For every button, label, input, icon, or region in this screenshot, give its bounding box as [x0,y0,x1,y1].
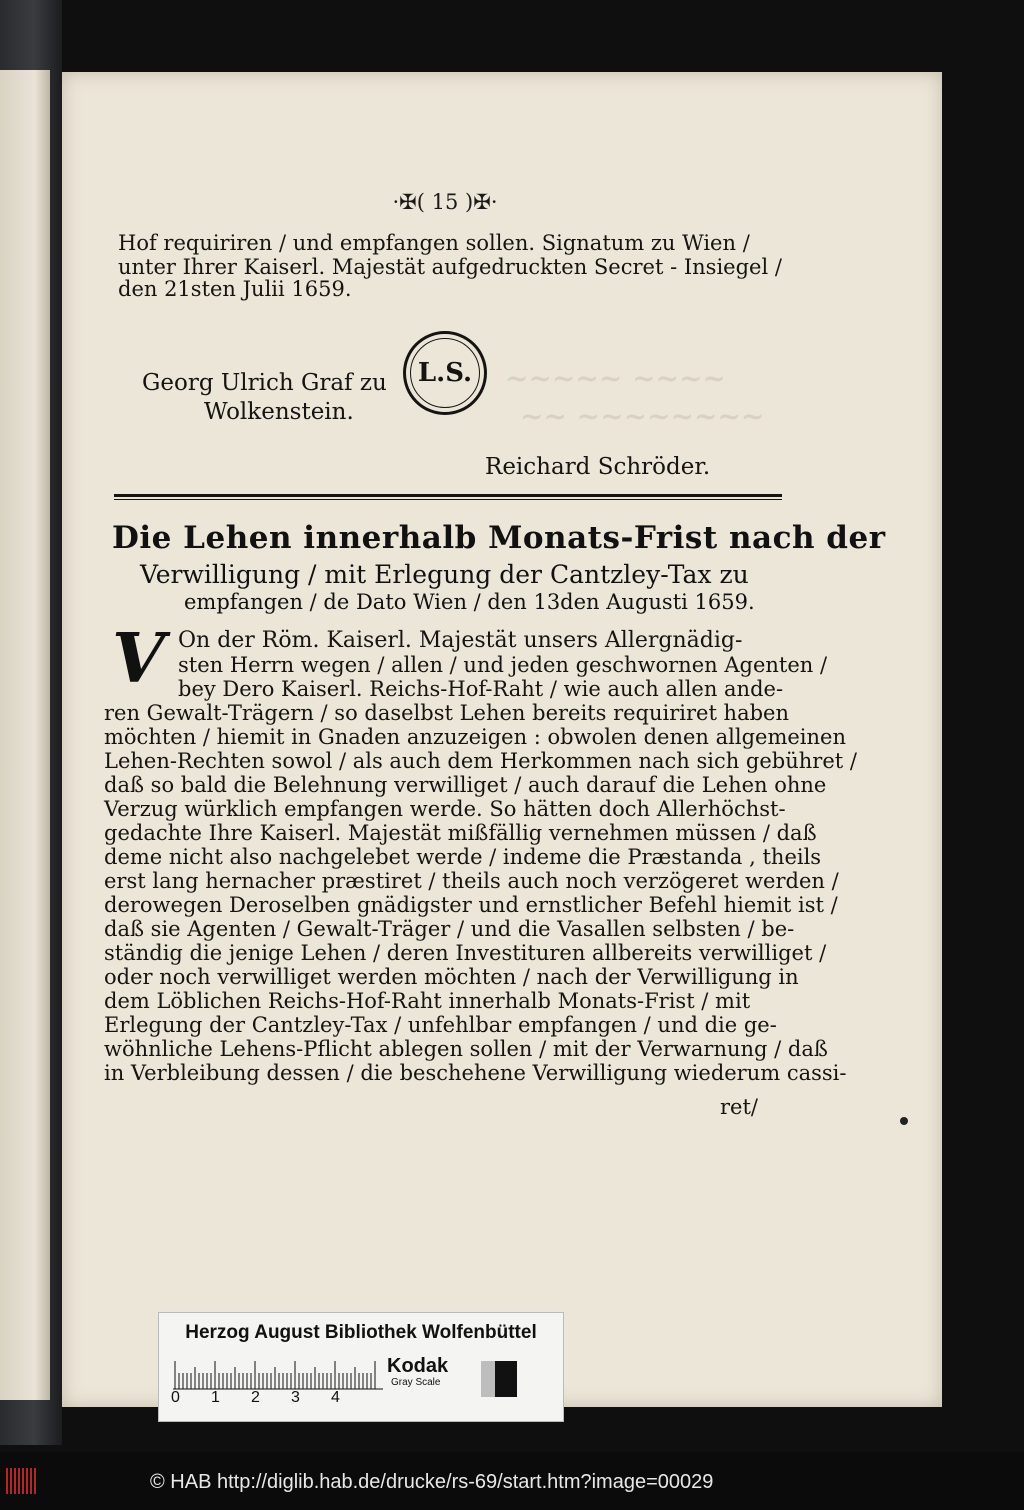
facing-page-edge [0,70,50,1400]
body-line: möchten / hiemit in Gnaden anzuzeigen : obwolen denen allgemeinen [104,725,846,749]
body-line: Lehen-Rechten sowol / als auch dem Herkommen nach sich gebühret / [104,749,857,773]
signature-left-place: Wolkenstein. [204,399,354,425]
body-line: gedachte Ihre Kaiserl. Majestät mißfällig vernehmen müssen / daß [104,821,817,845]
ruler-scale [173,1357,383,1391]
body-line: in Verbleibung dessen / die beschehene Verwilligung wiederum cassi- [104,1061,847,1085]
gray-scale-label: Gray Scale [391,1377,441,1388]
body-line: erst lang hernacher præstiret / theils auch noch verzögeret werden / [104,869,839,893]
body-line: ren Gewalt-Trägern / so daselbst Lehen bereits requiriret haben [104,701,790,725]
ruler-number: 4 [331,1389,340,1406]
body-line: daß sie Agenten / Gewalt-Träger / und die Vasallen selbsten / be- [104,917,795,941]
body-line: ständig die jenige Lehen / deren Investituren allbereits verwilliget / [104,941,827,965]
drop-cap: V [112,619,165,699]
text-line: unter Ihrer Kaiserl. Majestät aufgedruckten Secret - Insiegel / [118,255,782,279]
ruler-number: 2 [251,1389,260,1406]
show-through-text: ~~ ~~~~~~~~ [520,400,765,433]
seal-label: L.S. [410,338,480,408]
card-title: Herzog August Bibliothek Wolfenbüttel [185,1322,537,1343]
body-line: bey Dero Kaiserl. Reichs-Hof-Raht / wie auch allen ande- [178,677,784,701]
body-line: daß so bald die Belehnung verwilliget / auch darauf die Lehen ohne [104,773,827,797]
copyright-url[interactable]: © HAB http://diglib.hab.de/drucke/rs-69/start.htm?image=00029 [150,1471,714,1493]
ruler-number: 3 [291,1389,300,1406]
ruler-number: 1 [211,1389,220,1406]
seal-stamp [403,331,487,415]
page-number-header: ·✠( 15 )✠· [392,190,498,214]
body-line: derowegen Deroselben gnädigster und ernstlicher Befehl hiemit ist / [104,893,838,917]
section-title-line3: empfangen / de Dato Wien / den 13den Augusti 1659. [184,590,755,614]
ruler-numbers [169,1389,399,1411]
body-line: oder noch verwilliget werden möchten / nach der Verwilligung in [104,965,799,989]
ruler-number: 0 [171,1389,180,1406]
body-line: Verzug würklich empfangen werde. So hätten doch Allerhöchst- [104,797,786,821]
text-line: Hof requiriren / und empfangen sollen. Signatum zu Wien / [118,231,750,255]
divider-rule [114,494,782,497]
signature-left-name: Georg Ulrich Graf zu [142,370,387,396]
catchword: ret/ [720,1095,758,1119]
divider-rule-thin [114,499,782,500]
body-line: wöhnliche Lehens-Pflicht ablegen sollen / mit der Verwarnung / daß [104,1037,828,1061]
body-line: Erlegung der Cantzley-Tax / unfehlbar empfangen / und die ge- [104,1013,777,1037]
black-swatch [495,1361,517,1397]
show-through-text: ~~~~~ ~~~~ [505,362,726,395]
signature-right: Reichard Schröder. [485,454,711,480]
color-reference-card [158,1312,564,1422]
body-line: sten Herrn wegen / allen / und jeden geschwornen Agenten / [178,653,828,677]
body-line: dem Löblichen Reichs-Hof-Raht innerhalb Monats-Frist / mit [104,989,751,1013]
section-title-line2: Verwilligung / mit Erlegung der Cantzley-Tax zu [140,560,749,589]
ink-spot [900,1117,908,1125]
kodak-logo: Kodak [387,1355,449,1377]
body-line: On der Röm. Kaiserl. Majestät unsers Allergnädig- [178,628,743,653]
barcode-icon [6,1468,38,1494]
section-title-line1: Die Lehen innerhalb Monats-Frist nach der [112,520,886,556]
text-line: den 21sten Julii 1659. [118,277,352,301]
body-line: deme nicht also nachgelebet werde / indeme die Præstanda , theils [104,845,822,869]
